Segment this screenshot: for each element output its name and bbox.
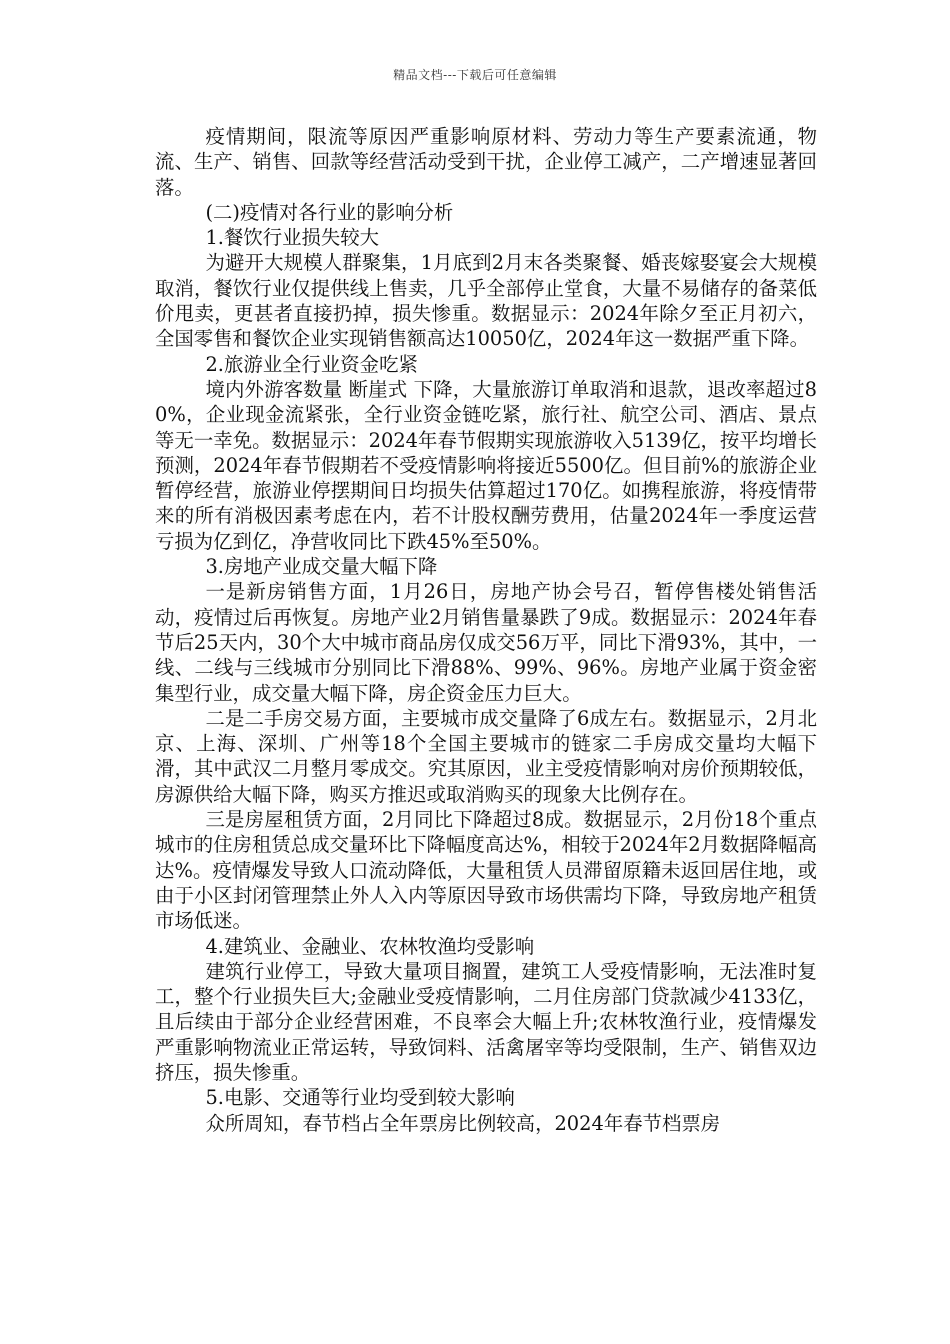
paragraph-rental: 三是房屋租赁方面，2月同比下降超过8成。数据显示，2月份18个重点城市的住房租赁总成交量环比下降幅度高达%，相较于2024年2月数据降幅高达%。疫情爆发导致人口流动降低，大量租赁人员滞留原籍未返回居住地，或由于小区封闭管理禁止外人入内等原因导致市场供需均下降，导致房地产租赁市场低迷。	[155, 808, 817, 933]
paragraph-catering: 为避开大规模人群聚集，1月底到2月末各类聚餐、婚丧嫁娶宴会大规模取消，餐饮行业仅提供线上售卖，几乎全部停止堂食，大量不易储存的备菜低价甩卖，更甚者直接扔掉，损失惨重。数据显示：2024年除夕至正月初六，全国零售和餐饮企业实现销售额高达10050亿，2024年这一数据严重下降。	[155, 251, 817, 351]
paragraph-intro: 疫情期间，限流等原因严重影响原材料、劳动力等生产要素流通，物流、生产、销售、回款等经营活动受到干扰，企业停工减产，二产增速显著回落。	[155, 125, 817, 199]
paragraph-second-hand-housing: 二是二手房交易方面，主要城市成交量降了6成左右。数据显示，2月北京、上海、深圳、广州等18个全国主要城市的链家二手房成交量均大幅下滑，其中武汉二月整月零成交。究其原因，业主受疫情影响对房价预期较低，房源供给大幅下降，购买方推迟或取消购买的现象大比例存在。	[155, 706, 817, 806]
subheading-construction-finance-agriculture: 4.建筑业、金融业、农林牧渔均受影响	[205, 934, 535, 958]
paragraph-construction-finance-agriculture: 建筑行业停工，导致大量项目搁置，建筑工人受疫情影响，无法准时复工，整个行业损失巨大;金融业受疫情影响，二月住房部门贷款减少4133亿，且后续由于部分企业经营困难，不良率会大幅上升;农林牧渔行业，疫情爆发严重影响物流业正常运转，导致饲料、活禽屠宰等均受限制，生产、销售双边挤压，损失惨重。	[155, 959, 817, 1084]
paragraph-film-transport: 众所周知，春节档占全年票房比例较高，2024年春节档票房	[205, 1111, 721, 1135]
subheading-real-estate: 3.房地产业成交量大幅下降	[205, 555, 438, 579]
subheading-film-transport: 5.电影、交通等行业均受到较大影响	[205, 1086, 515, 1110]
paragraph-new-housing: 一是新房销售方面，1月26日，房地产协会号召，暂停售楼处销售活动，疫情过后再恢复。房地产业2月销售量暴跌了9成。数据显示：2024年春节后25天内，30个大中城市商品房仅成交56万平，同比下滑93%，其中，一线、二线与三线城市分别同比下滑88%、99%、96%。房地产业属于资金密集型行业，成交量大幅下降，房企资金压力巨大。	[155, 580, 817, 705]
paragraph-tourism: 境内外游客数量 断崖式 下降，大量旅游订单取消和退款，退改率超过80%，企业现金流紧张，全行业资金链吃紧，旅行社、航空公司、酒店、景点等无一幸免。数据显示：2024年春节假期实现旅游收入5139亿，按平均增长预测，2024年春节假期若不受疫情影响将接近5500亿。但目前%的旅游企业暂停经营，旅游业停摆期间日均损失估算超过170亿。如携程旅游，将疫情带来的所有消极因素考虑在内，若不计股权酬劳费用，估量2024年一季度运营亏损为亿到亿，净营收同比下跌45%至50%。	[155, 377, 817, 553]
section-heading-industry-analysis: (二)疫情对各行业的影响分析	[205, 200, 454, 224]
document-body	[155, 124, 817, 1136]
subheading-catering: 1.餐饮行业损失较大	[205, 226, 380, 250]
page-header: 精品文档---下载后可任意编辑	[393, 68, 557, 82]
subheading-tourism: 2.旅游业全行业资金吃紧	[205, 352, 418, 376]
